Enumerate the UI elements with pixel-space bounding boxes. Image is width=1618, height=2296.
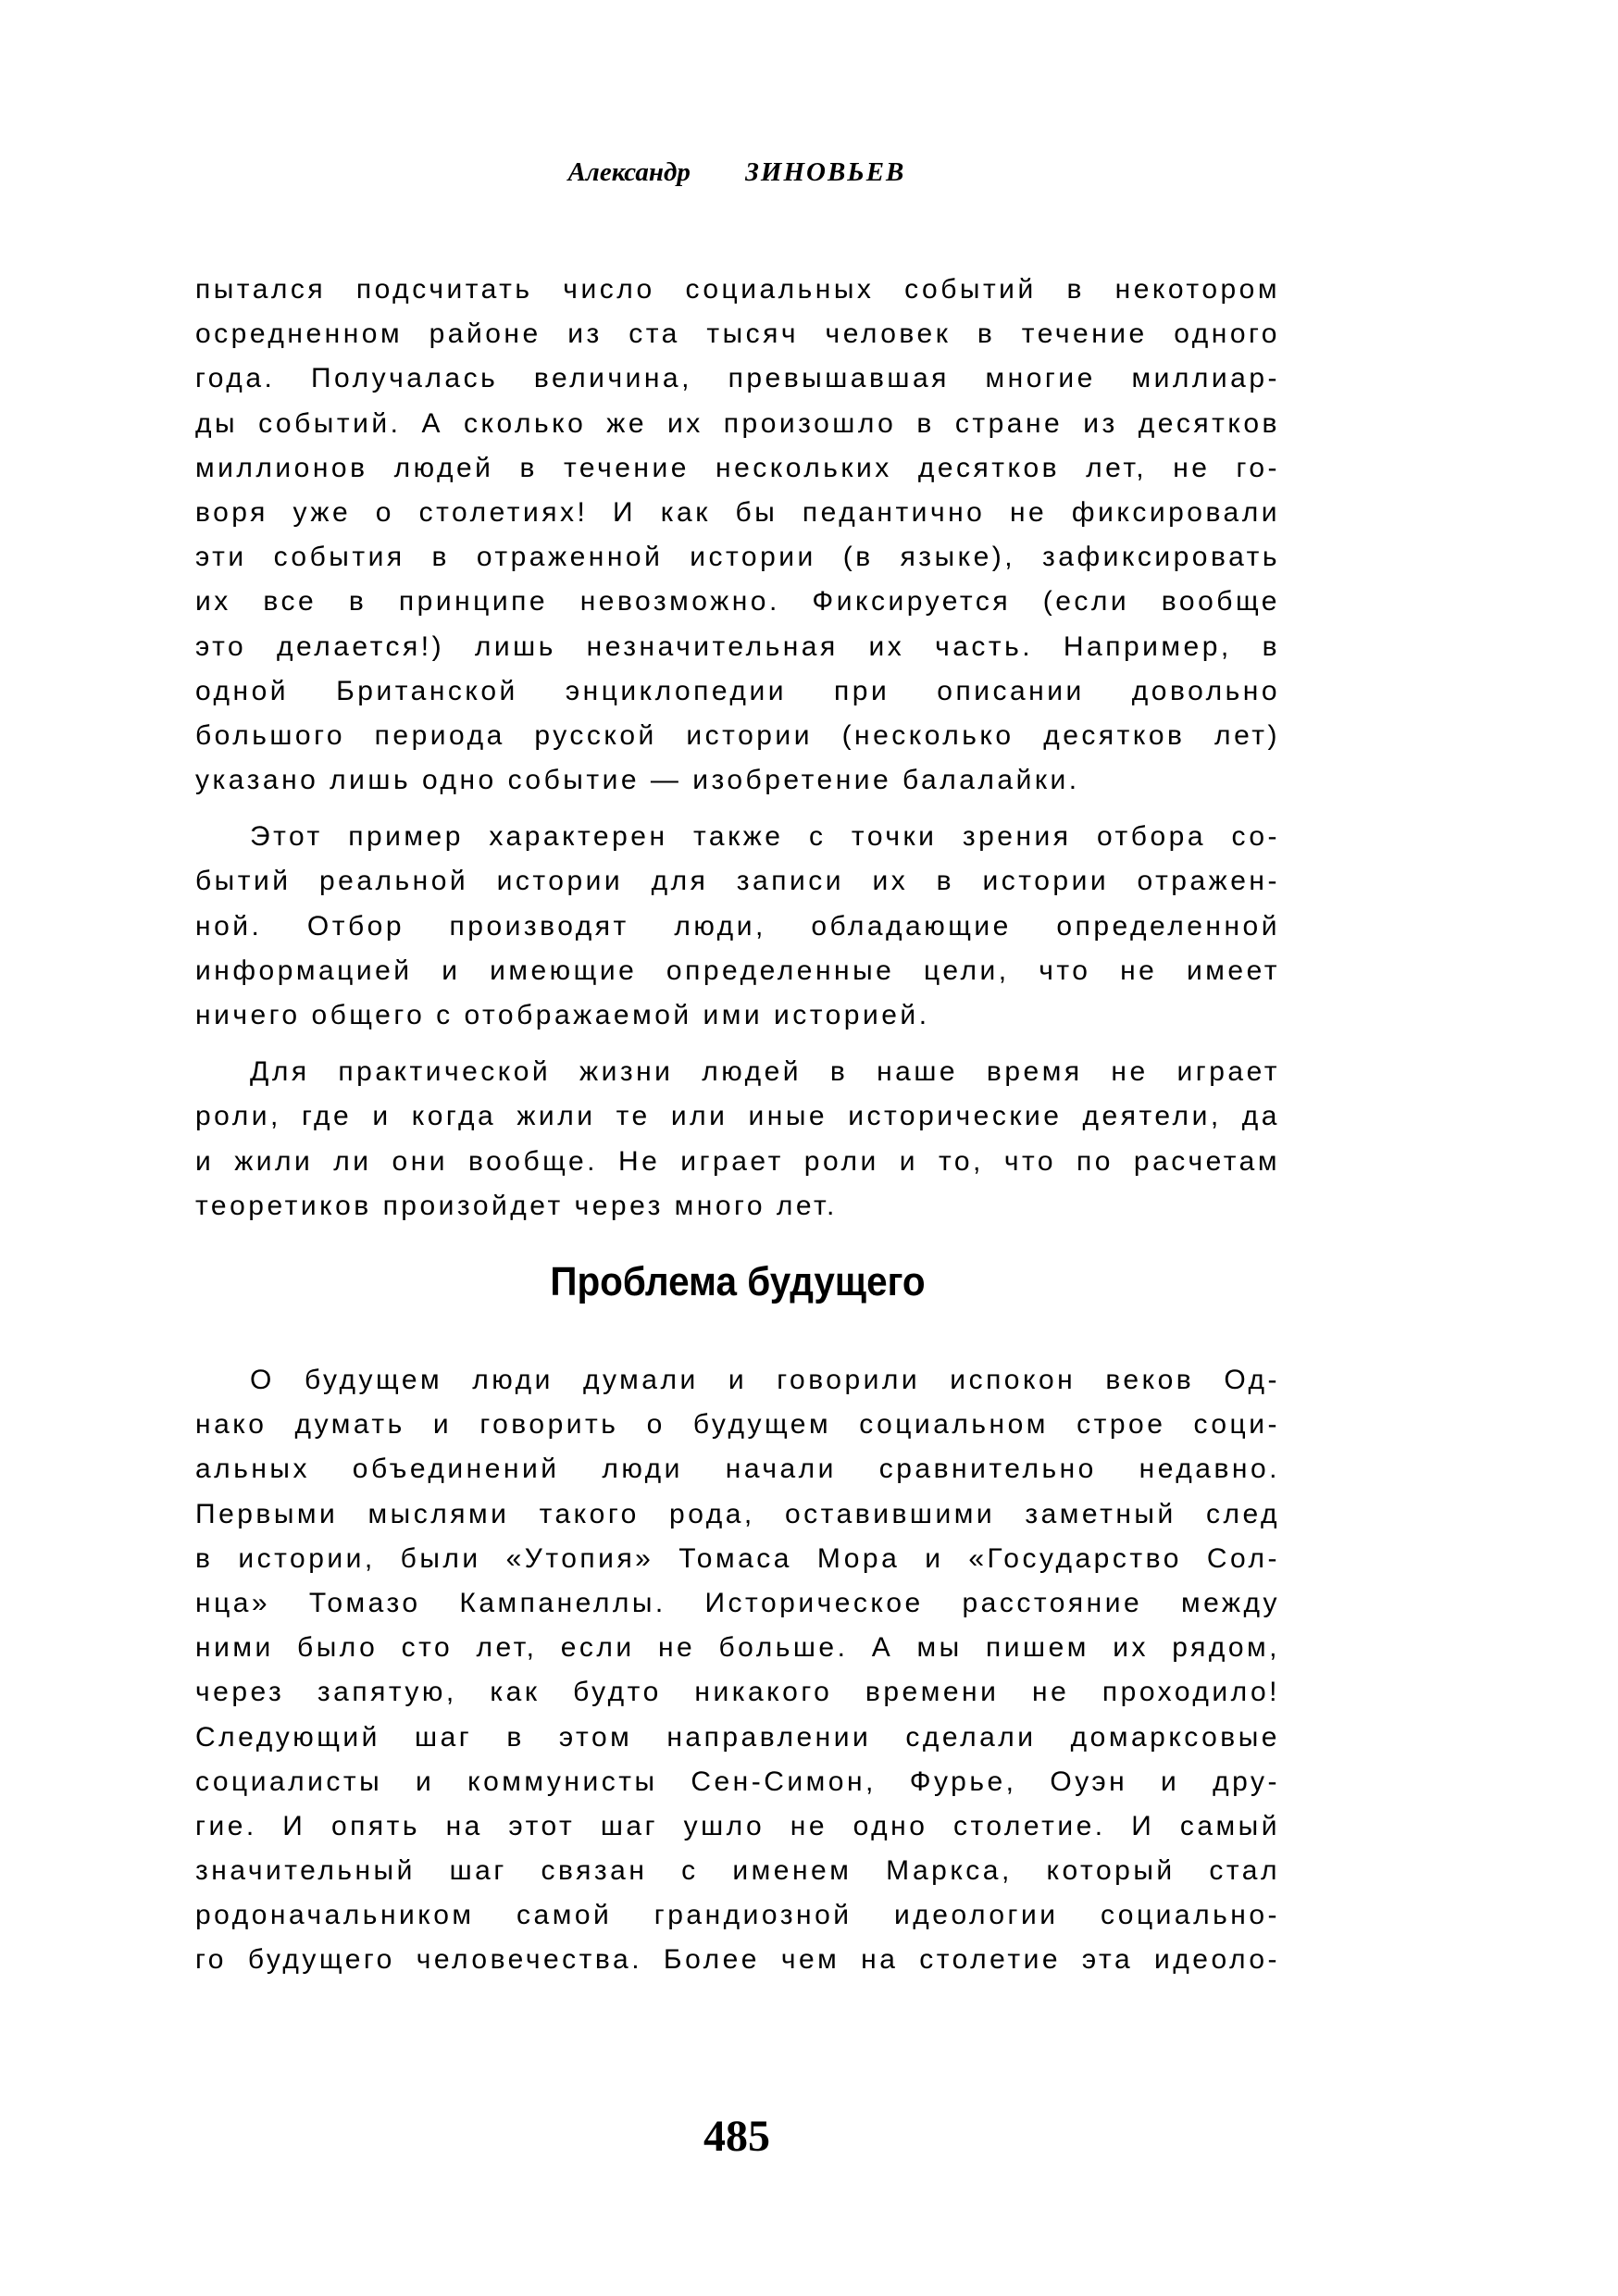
text-line: нца» Томазо Кампанеллы. Историческое расстояние между [195, 1587, 1280, 1618]
paragraph [195, 268, 1280, 803]
text-line: роли, где и когда жили те или иные исторические деятели, да [195, 1101, 1280, 1132]
text-line: Этот пример характерен также с точки зрения отбора со- [250, 821, 1280, 853]
text-line: в истории, были «Утопия» Томаса Мора и «Государство Сол- [195, 1542, 1280, 1574]
text-line: социалисты и коммунисты Сен-Симон, Фурье, Оуэн и дру- [195, 1766, 1280, 1797]
text-line: через запятую, как будто никакого времени не проходило! [195, 1677, 1280, 1708]
text-line: и жили ли они вообще. Не играет роли и то, что по расчетам [195, 1145, 1280, 1177]
text-line: одной Британской энциклопедии при описании довольно [195, 675, 1280, 706]
text-line: воря уже о столетиях! И как бы педантично не фиксировали [195, 496, 1280, 528]
text-line: их все в принципе невозможно. Фиксируется (если вообще [195, 586, 1280, 618]
text-line: указано лишь одно событие — изобретение балалайки. [195, 765, 1080, 796]
text-line: информацией и имеющие определенные цели, что не имеет [195, 955, 1280, 986]
text-line: значительный шаг связан с именем Маркса, который стал [195, 1855, 1280, 1887]
body-text-before-heading [195, 268, 1280, 1241]
text-line: ничего общего с отображаемой ими историей. [195, 1000, 930, 1030]
text-line: теоретиков произойдет через много лет. [195, 1190, 838, 1221]
text-line: ними было сто лет, если не больше. А мы пишем их рядом, [195, 1632, 1280, 1664]
author-last-name: ЗИНОВЬЕВ [745, 157, 906, 187]
text-line: ной. Отбор производят люди, обладающие определенной [195, 910, 1280, 942]
page-number: 485 [703, 2112, 770, 2161]
text-line: Для практической жизни людей в наше время не играет [250, 1056, 1280, 1088]
paragraph [195, 1358, 1280, 1983]
paragraph [195, 1050, 1280, 1229]
text-line: родоначальником самой грандиозной идеологии социально- [195, 1900, 1280, 1931]
text-line: пытался подсчитать число социальных событий в некотором [195, 274, 1280, 305]
running-head [0, 157, 1474, 188]
text-line: го будущего человечества. Более чем на столетие эта идеоло- [195, 1944, 1280, 1976]
text-line: гие. И опять на этот шаг ушло не одно столетие. И самый [195, 1810, 1280, 1841]
text-line: нако думать и говорить о будущем социальном строе соци- [195, 1409, 1280, 1441]
text-line: миллионов людей в течение нескольких десятков лет, не го- [195, 452, 1280, 483]
body-text-after-heading [195, 1358, 1280, 1995]
text-line: осредненном районе из ста тысяч человек в течение одного [195, 318, 1280, 350]
section-heading: Проблема будущего [550, 1259, 926, 1304]
text-line: О будущем люди думали и говорили испокон веков Од- [250, 1365, 1280, 1395]
text-line: Первыми мыслями такого рода, оставившими заметный след [195, 1498, 1280, 1529]
text-line: большого периода русской истории (несколько десятков лет) [195, 719, 1280, 751]
author-first-name: Александр [567, 157, 691, 187]
text-line: эти события в отраженной истории (в языке), зафиксировать [195, 542, 1280, 573]
text-line: Следующий шаг в этом направлении сделали домарксовые [195, 1721, 1280, 1753]
text-line: ды событий. А сколько же их произошло в стране из десятков [195, 407, 1280, 439]
text-line: это делается!) лишь незначительная их часть. Например, в [195, 630, 1280, 662]
paragraph [195, 815, 1280, 1038]
text-line: года. Получалась величина, превышавшая многие миллиар- [195, 363, 1280, 394]
text-line: бытий реальной истории для записи их в истории отражен- [195, 866, 1280, 897]
text-line: альных объединений люди начали сравнительно недавно. [195, 1454, 1280, 1485]
